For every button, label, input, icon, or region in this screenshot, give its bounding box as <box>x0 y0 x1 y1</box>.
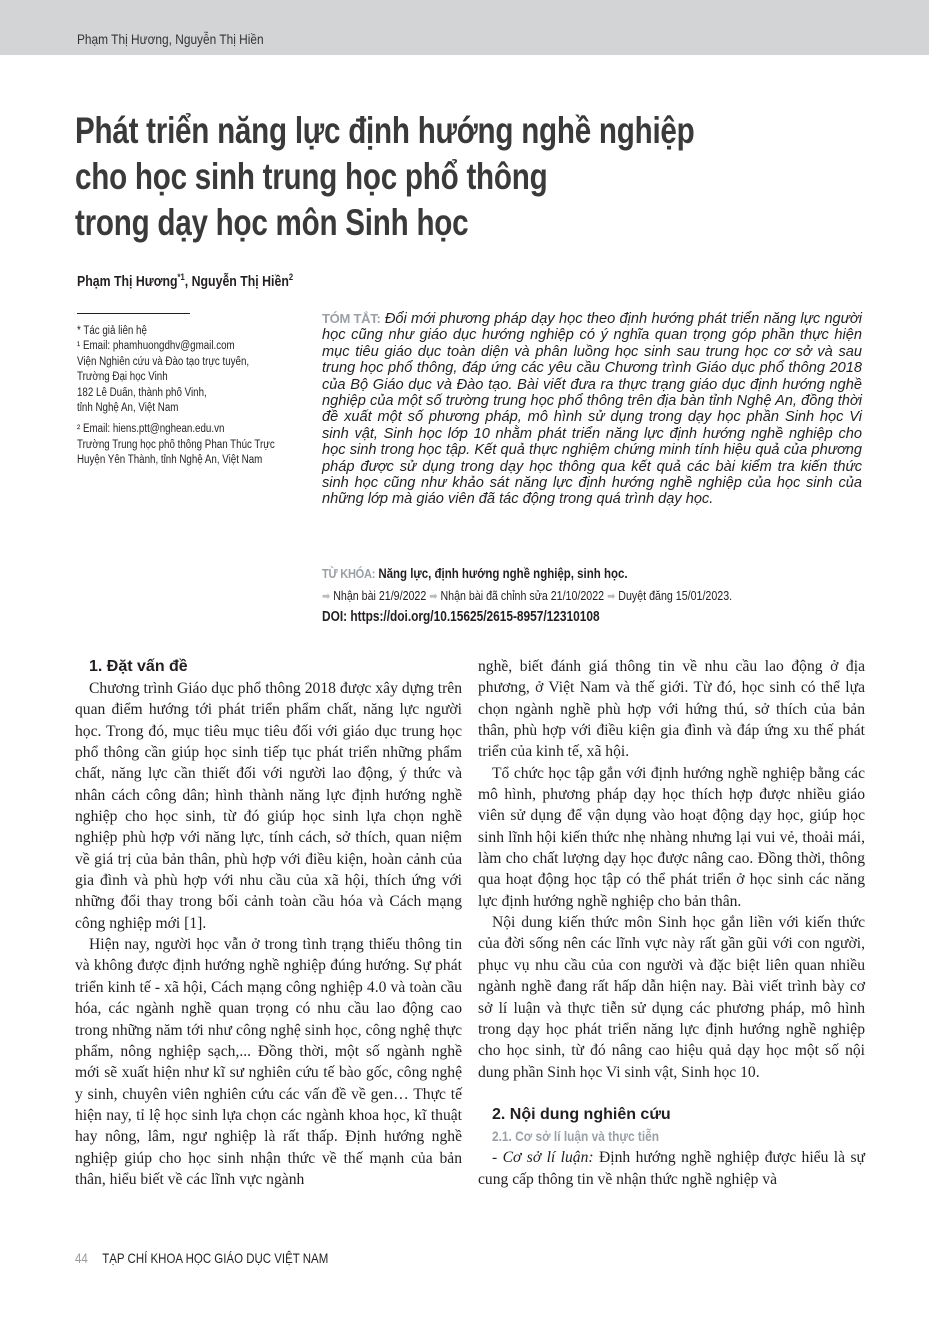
paragraph-text: Định hướng nghề nghiệp được hiểu là sự cung cấp thông tin về nhận thức nghề nghiệp và <box>478 1149 865 1188</box>
section-heading: 1. Đặt vấn đề <box>89 658 188 675</box>
journal-name: TẠP CHÍ KHOA HỌC GIÁO DỤC VIỆT NAM <box>102 1250 329 1266</box>
received-date: Nhận bài 21/9/2022 <box>333 588 427 603</box>
author-mark: *1 <box>177 272 185 282</box>
footnote-divider <box>77 313 190 314</box>
affiliations <box>77 324 357 469</box>
running-header <box>0 0 929 55</box>
paragraph <box>478 1147 865 1190</box>
affiliation-line: ¹ Email: phamhuongdhv@gmail.com <box>77 340 235 353</box>
keywords <box>322 566 628 581</box>
paragraph: Nội dung kiến thức môn Sinh học gắn liền với kiến thức của đời sống nên các lĩnh vực này rất gần gũi với con người, phục vụ nhu cầu của con người và đặc biệt liên quan nhiều ngành nghề đang rất hấp dẫn hiện nay. Bài viết trình bày cơ sở lí luận và thực tiễn sử dụng các phương pháp, mô hình trong dạy học phát triển năng lực định hướng nghề nghiệp cho học sinh, từ đó nâng cao hiệu quả dạy học một số nội dung phần Sinh học Vi sinh vật, Sinh học 10. <box>478 914 865 1081</box>
author-name: Phạm Thị Hương <box>77 273 178 290</box>
paragraph: Hiện nay, người học vẫn ở trong tình trạng thiếu thông tin và không được định hướng nghề nghiệp đúng hướng. Sự phát triển kinh tế - xã hội, Cách mạng công nghiệp 4.0 và toàn cầu hóa, các ngành nghề quan trọng có nhu cầu lao động cao trong những năm tới như công nghệ sinh học, công nghệ thực phẩm, nông nghiệp sạch,... Đồng thời, một số ngành nghề mới sẽ xuất hiện như kĩ sư nghiên cứu tế bào gốc, công nghệ y sinh, chuyên viên nghiên cứu các vấn đề về gen… Thực tế hiện nay, tỉ lệ học sinh lựa chọn các ngành khoa học, kĩ thuật hay nông, lâm, ngư nghiệp là rất thấp. Định hướng nghề nghiệp giúp cho học sinh nhận thức về thế mạnh của bản thân, hiểu biết về các lĩnh vực ngành <box>75 936 462 1188</box>
author-separator: , <box>184 273 192 290</box>
corresponding-note: * Tác giả liên hệ <box>77 325 147 337</box>
affiliation-line: 182 Lê Duẩn, thành phố Vinh, <box>77 386 207 399</box>
body-column-right <box>478 656 865 1190</box>
affiliation-line: Huyện Yên Thành, tỉnh Nghệ An, Việt Nam <box>77 454 263 467</box>
title-line: cho học sinh trung học phổ thông <box>75 156 548 197</box>
page-footer <box>75 1250 328 1266</box>
affiliation-line: Trường Đại học Vinh <box>77 371 168 384</box>
paragraph: nghề, biết đánh giá thông tin về nhu cầu lao động ở địa phương, ở Việt Nam và thế giới. Từ đó, học sinh có thể lựa chọn ngành nghề phù hợp với hứng thú, sở thích của bản thân, phù hợp với điều kiện gia đình và đáp ứng xu thế phát triển của kinh tế, xã hội. <box>478 658 865 761</box>
affiliation-line: Trường Trung học phổ thông Phan Thúc Trực <box>77 438 275 451</box>
abstract-label: TÓM TẮT: <box>322 311 381 326</box>
paragraph: Tổ chức học tập gắn với định hướng nghề nghiệp bằng các mô hình, phương pháp dạy học thích hợp được nhiều giáo viên sử dụng để vận dụng vào hoạt động dạy học, giúp học sinh lĩnh hội kiến thức nhẹ nhàng nhưng lại vui vẻ, thoải mái, làm cho chất lượng dạy học được nâng cao. Đồng thời, thông qua hoạt động học tập có thể phát triển ở học sinh các năng lực định hướng nghề nghiệp cho bản thân. <box>478 764 865 910</box>
paragraph-lead: - Cơ sở lí luận: <box>492 1149 594 1167</box>
article-title <box>75 108 695 246</box>
page-number: 44 <box>75 1250 88 1266</box>
paragraph: Chương trình Giáo dục phổ thông 2018 được xây dựng trên quan điểm hướng tới phát triển phẩm chất, năng lực người học. Trong đó, mục tiêu mục tiêu đối với giáo dục trung học phổ thông cần giúp học sinh tiếp tục phát triển những phẩm chất, năng lực cần thiết đối với người lao động, ý thức và nhân cách công dân; hình thành năng lực định hướng nghề nghiệp cho học sinh, từ đó giúp học sinh lựa chọn nghề nghiệp phù hợp với năng lực, tính cách, sở thích, quan niệm về giá trị của bản thân, phù hợp với điều kiện, hoàn cảnh của gia đình và phù hợp với nhu cầu của xã hội, thích ứng với những đổi thay trong bối cảnh toàn cầu hóa và Cách mạng công nghiệp mới [1]. <box>75 680 462 932</box>
subsection-heading: 2.1. Cơ sở lí luận và thực tiễn <box>492 1127 660 1144</box>
doi-link[interactable]: DOI: https://doi.org/10.15625/2615-8957/12310108 <box>322 609 600 625</box>
body-column-left <box>75 656 462 1190</box>
arrow-icon: ➡ <box>429 589 438 603</box>
arrow-icon: ➡ <box>322 589 331 603</box>
title-line: trong dạy học môn Sinh học <box>75 202 469 243</box>
keywords-label: TỪ KHÓA: <box>322 566 376 581</box>
author-name: Nguyễn Thị Hiền <box>191 273 289 290</box>
section-heading: 2. Nội dung nghiên cứu <box>492 1105 671 1123</box>
abstract <box>322 311 862 508</box>
running-authors: Phạm Thị Hương, Nguyễn Thị Hiền <box>77 31 264 47</box>
accepted-date: Duyệt đăng 15/01/2023. <box>618 588 733 603</box>
abstract-text: Đổi mới phương pháp dạy học theo định hướng phát triển năng lực người học cũng như giáo dục hướng nghiệp có ý nghĩa quan trọng góp phần thực hiện mục tiêu giáo dục toàn diện và phân luồng học sinh sau trung học cơ sở và sau trung học phổ thông, đáp ứng các yêu cầu Chương trình Giáo dục phổ thông 2018 của Bộ Giáo dục và Đào tạo. Bài viết đưa ra thực trạng giáo dục định hướng nghề nghiệp của một số trường trung học phổ thông trên địa bàn tỉnh Nghệ An, đồng thời đề xuất một số phương pháp, mô hình sử dụng trong dạy học phần Sinh học Vi sinh vật, Sinh học lớp 10 nhằm phát triển năng lực định hướng nghề nghiệp cho học sinh trong học tập. Kết quả thực nghiệm chứng minh tính hiệu quả của phương pháp được sử dụng trong dạy học thông qua kết quả các bài kiểm tra kiến thức sinh học cũng như khảo sát năng lực định hướng nghề nghiệp của học sinh của những lớp mà giáo viên đã tác động trong quá trình dạy học. <box>322 311 862 508</box>
affiliation-line: tỉnh Nghệ An, Việt Nam <box>77 402 179 415</box>
keywords-text: Năng lực, định hướng nghề nghiệp, sinh học. <box>378 566 628 581</box>
affiliation-line: ² Email: hiens.ptt@nghean.edu.vn <box>77 423 225 436</box>
article-dates <box>322 588 732 603</box>
arrow-icon: ➡ <box>607 589 616 603</box>
author-list <box>77 272 293 290</box>
revised-date: Nhận bài đã chỉnh sửa 21/10/2022 <box>440 588 605 603</box>
title-line: Phát triển năng lực định hướng nghề nghiệp <box>75 110 695 151</box>
author-mark: 2 <box>288 272 294 282</box>
affiliation-line: Viện Nghiên cứu và Đào tạo trực tuyến, <box>77 355 250 368</box>
